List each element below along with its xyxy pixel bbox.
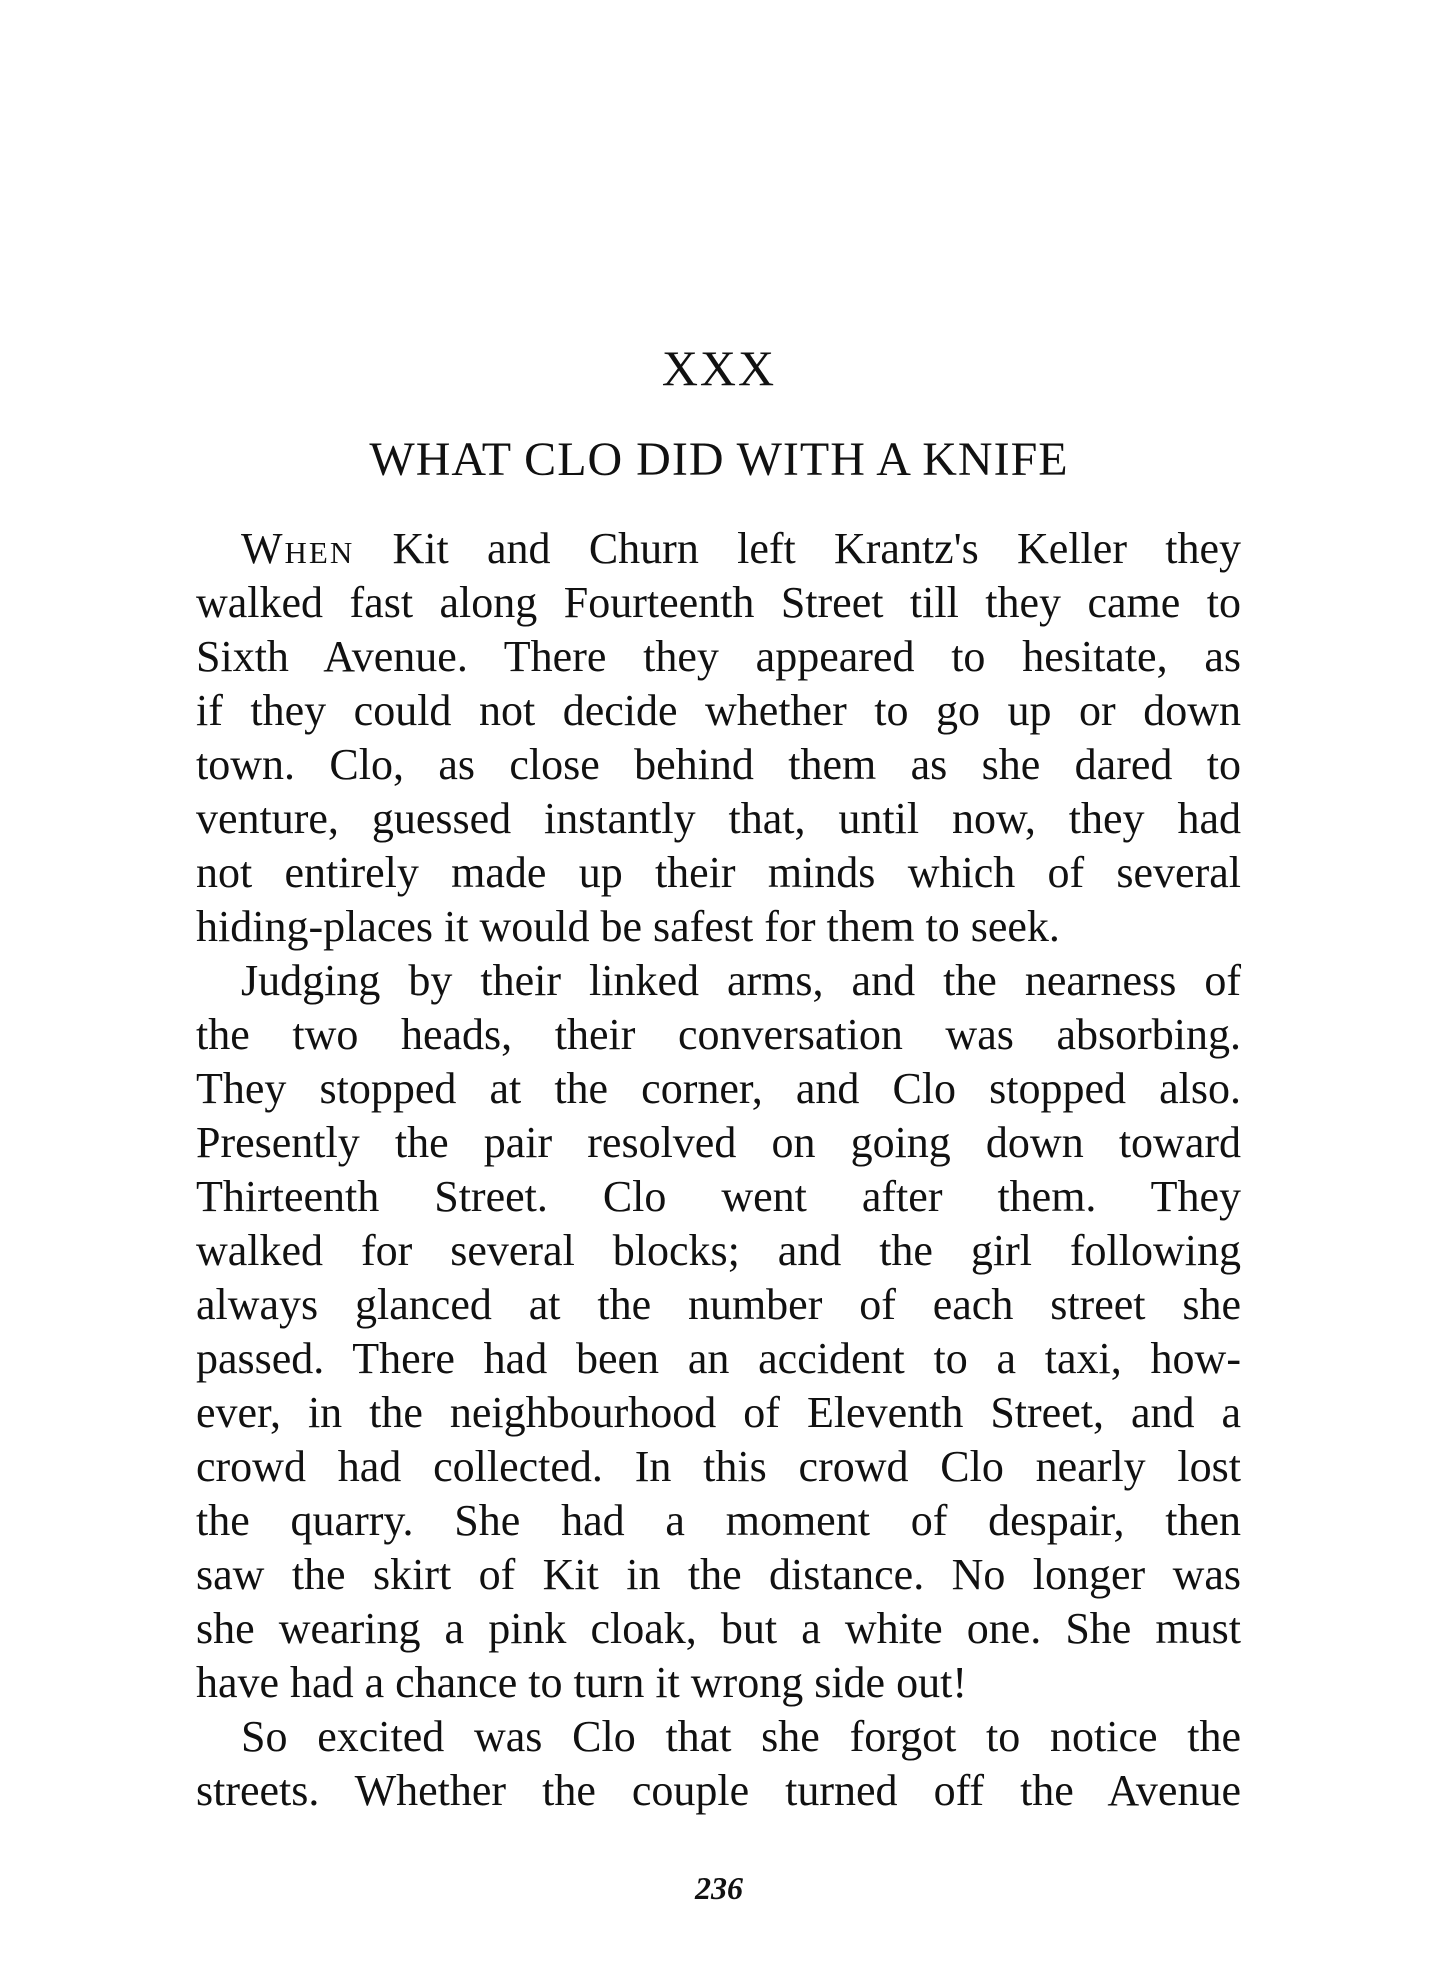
chapter-title: WHAT CLO DID WITH A KNIFE bbox=[369, 433, 1069, 486]
text-line: Presently the pair resolved on going down toward bbox=[196, 1118, 1241, 1167]
text-line: town. Clo, as close behind them as she dared to bbox=[196, 740, 1241, 789]
text-line: venture, guessed instantly that, until now, they had bbox=[196, 794, 1241, 843]
text-line: saw the skirt of Kit in the distance. No longer was bbox=[196, 1550, 1241, 1599]
text-line: not entirely made up their minds which of several bbox=[196, 848, 1241, 897]
text-line: always glanced at the number of each street she bbox=[196, 1280, 1241, 1329]
text-line: So excited was Clo that she forgot to notice the bbox=[241, 1712, 1241, 1761]
text-line: They stopped at the corner, and Clo stopped also. bbox=[196, 1064, 1241, 1113]
text-line: the quarry. She had a moment of despair, then bbox=[196, 1496, 1241, 1545]
text-line: have had a chance to turn it wrong side out! bbox=[196, 1658, 967, 1707]
chapter-number: XXX bbox=[661, 340, 777, 396]
text-line: When Kit and Churn left Krantz's Keller they bbox=[241, 524, 1241, 573]
page-number: 236 bbox=[695, 1870, 743, 1906]
drop-word: When bbox=[241, 524, 355, 573]
chapter-body bbox=[196, 522, 1241, 1818]
paragraph bbox=[196, 1710, 1241, 1818]
paragraph bbox=[196, 522, 1241, 954]
text-line: Judging by their linked arms, and the nearness of bbox=[241, 956, 1241, 1005]
text-line: the two heads, their conversation was absorbing. bbox=[196, 1010, 1241, 1059]
text-line: passed. There had been an accident to a taxi, how- bbox=[196, 1334, 1241, 1383]
text-line: Sixth Avenue. There they appeared to hesitate, as bbox=[196, 632, 1241, 681]
paragraph bbox=[196, 954, 1241, 1710]
text-line: she wearing a pink cloak, but a white one. She must bbox=[196, 1604, 1241, 1653]
text-line: crowd had collected. In this crowd Clo nearly lost bbox=[196, 1442, 1241, 1491]
text-line: walked for several blocks; and the girl following bbox=[196, 1226, 1241, 1275]
text-line: walked fast along Fourteenth Street till they came to bbox=[196, 578, 1241, 627]
text-line: hiding-places it would be safest for them to seek. bbox=[196, 902, 1060, 951]
text-line: Thirteenth Street. Clo went after them. They bbox=[196, 1172, 1241, 1221]
text-line: ever, in the neighbourhood of Eleventh Street, and a bbox=[196, 1388, 1241, 1437]
text-line: streets. Whether the couple turned off the Avenue bbox=[196, 1766, 1241, 1815]
text-line: if they could not decide whether to go up or down bbox=[196, 686, 1241, 735]
